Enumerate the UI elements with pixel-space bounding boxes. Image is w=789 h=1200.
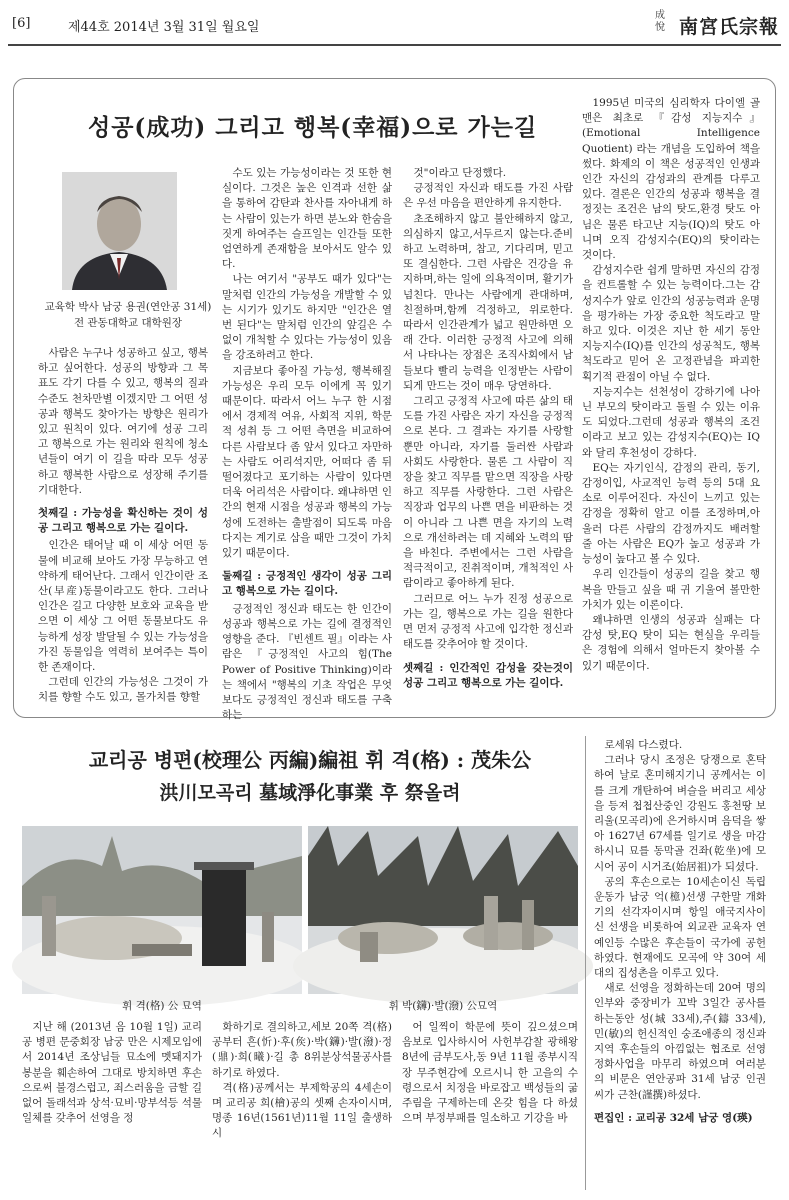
author-caption-title: 전 관동대학교 대학원장: [73, 317, 183, 329]
paragraph: EQ는 자기인식, 감정의 관리, 동기, 감정이입, 사교적인 능력 등의 5대 요소로 이루어진다. 자신이 느끼고 있는 감정을 정확히 알고 이를 조정하며,아울러 다른 사람의 감정까지도 배려할 줄 아는 사람은 EQ가 높고 성공과 가능성이 높다고 볼 수 있다.: [582, 461, 760, 566]
paragraph: 감성지수란 쉽게 말하면 자신의 감정을 컨트롤할 수 있는 능력이다.그는 감성지수가 앞로 인간의 성공능력과 운명을 평가하는 가장 중요한 척도라고 말하고 있다. 이것은 지난 한 세기 동안 지능지수(IQ)를 인간의 성공척도, 행복척도라고 믿어 온 고정관념을 파괴한 획기적 관점이 아닐 수 없다.: [582, 264, 760, 383]
paragraph: 사람은 누구나 성공하고 싶고, 행복하고 싶어한다. 성공의 방향과 그 목표도 각기 다를 수 있고, 행복의 질과 수준도 천차만별 이겠지만 그 어떤 성공과 행복도 찾아가는 방향은 원리가 있고 원칙이 있다. 여기에 성공 그리고 행복으로 가는 원리와 원칙에 청소년들이 여기 이 길을 따라 모두 성공하고 행복한 사람으로 성장해 주기를 기대한다.: [38, 347, 208, 496]
paragraph: 격(格)공께서는 부제학공의 4세손이며 교리공 희(檜)공의 셋째 손자이시며, 명종 16년(1561년)11월 11일 출생하시: [212, 1081, 392, 1140]
article1-column-3: [403, 166, 573, 711]
section-heading: 셋째길 : 인간적인 감성을 갖는것이 성공 그리고 행복으로 가는 길이다.: [403, 661, 573, 689]
paper-seal: 成悅: [655, 10, 665, 33]
paragraph: 나는 여기서 "공부도 때가 있다"는 말처럼 인간의 가능성을 개발할 수 있는 시기가 있기도 하지만 "인간은 열 번 된다"는 말처럼 인간의 앞길은 수 없이 개척할 수 있다는 가능성이 있음을 강조하려고 한다.: [222, 273, 392, 362]
article-title: 성공(成功) 그리고 행복(幸福)으로 가는길: [88, 114, 538, 141]
article2-column-3: [402, 1020, 578, 1190]
page-number: [6]: [12, 16, 31, 31]
paper-name: 南宮氏宗報: [678, 16, 779, 38]
paragraph: 새로 선영을 정화하는데 20여 명의 인부와 중장비가 꼬박 3일간 공사를 하는동안 성(城 33세),주(鑄 33세),민(敏)의 헌신적인 숭조애종의 정신과 지역 후손들의 아낌없는 협조로 선영정화사업을 마무리 하였으며 여러분의 비문은 연안공파 31세 남궁 인권 씨가 근찬(謹撰)하셨다.: [594, 982, 766, 1101]
paragraph: 화하기로 결의하고,세보 20쪽 격(格)공부터 흔(忻)·후(矦)·박(鑮)·발(潑)·정(鼎)·희(曦)·길 총 8위분상석물공사를 하기로 하였다.: [212, 1021, 392, 1079]
page-header: [8, 0, 781, 56]
paragraph: 그런데 인간의 가능성은 그것이 가치를 향할 수도 있고, 몰가치를 향할: [38, 676, 208, 704]
paragraph: 로세워 다스렸다.: [604, 739, 683, 751]
paragraph: 지능지수는 선천성이 강하기에 나아닌 부모의 탓이라고 돌릴 수 있는 이유도 되었다.그런데 성공과 행복의 조건이라고 보고 있는 감성지수(EQ)는 IQ와 달리 후천성이 강하다.: [582, 385, 760, 459]
paragraph: 1995년 미국의 심리학자 다이엘 골맨은 최초로 『감성 지능지수』(Emotional Intelligence Quotient) 라는 개념을 도입하여 책을 썼다. 화제의 이 책은 성공적인 인생과 인간 자신의 감성과의 관계를 다루고 있다. 결론은 인간의 성공과 행복을 결정짓는 조건은 남의 탓도,환경 탓도 아님은 물론 타고난 지능(IQ)의 탓도 아니며 오직 감성지수(EQ)의 탓이라는 것이다.: [582, 97, 760, 262]
tomb-photo-1: [22, 826, 302, 994]
paragraph: 긍정적인 정신과 태도는 한 인간이 성공과 행복으로 가는 길에 결정적인 영향을 준다. 『빈센트 필』이라는 사람은 『긍정적인 사고의 힘(The Power of Positive Thinking)이라는 책에서 "행복의 기초 작업은 무엇보다도 긍정적인 정신과 태도를 구축하는: [222, 602, 392, 722]
paragraph: 초조해하지 않고 불안해하지 않고, 의심하지 않고,서두르지 않는다.준비하고 노력하며, 참고, 기다리며, 믿고 또 결심한다. 그런 사람은 건강을 유지하며,하는 일에 의욕적이며, 활기가 넘친다. 만나는 사람에게 관대하며, 친절하며,함께 걱정하고, 위로한다. 따라서 인간관계가 넓고 원만하면 오래 간다. 이러한 긍정적 사고에 의해서 나타나는 장점은 조직사회에서 남들보다 빨리 능력을 인정받는 사람이 되게 만드는 것이 매우 당연하다.: [403, 212, 573, 392]
author-photo: [62, 172, 177, 290]
article2-right-column: [594, 738, 766, 1190]
tomb-photo-1-caption: 휘 격(格) 公 묘역: [122, 1000, 202, 1012]
paragraph: 긍정적인 자신과 태도를 가진 사람은 우선 마음을 편안하게 유지한다.: [403, 182, 573, 210]
paragraph: 왜냐하면 인생의 성공과 실패는 다 감성 탓,EQ 탓이 되는 현실을 우리들은 경험에 의해서 얼마든지 찾아볼 수 있기 때문이다.: [582, 613, 760, 672]
paragraph: 그러므로 어느 누가 진정 성공으로 가는 길, 행복으로 가는 길을 원한다면 먼저 긍정적 사고에 입각한 정신과 태도를 갖추어야 할 것이다.: [403, 592, 573, 651]
paragraph: 인간은 태어날 때 이 세상 어떤 동물에 비교해 보아도 가장 무능하고 연약하게 태어난다. 그래서 인간이란 조산(早産)동물이라고도 한다. 그러나 인간은 길고 다양한 보호와 교육을 받으면 이 세상 그 어떤 동물보다도 유능하게 성장 발달될 수 있는 가능성을 가진 동물임을 역력히 보여주는 특이한 존재이다.: [38, 539, 208, 674]
tomb-photo-2: [308, 826, 578, 994]
section-heading: 첫째길 : 가능성을 확신하는 것이 성공 그리고 행복으로 가는 길이다.: [38, 507, 208, 535]
paragraph: 우리 인간들이 성공의 길을 찾고 행복을 만들고 싶을 때 귀 기울여 볼만한 가치가 있는 이론이다.: [582, 568, 760, 611]
paragraph: 수도 있는 가능성이라는 것 또한 현실이다. 그것은 높은 인격과 선한 삶을 통하여 감탄과 찬사를 자아내게 하는 사람이 있는가 하면 분노와 한숨을 짓게 하여주는 슬프일는 인간들 또한 엄연하게 존재함을 보아서도 알수 있다.: [222, 167, 392, 271]
paragraph: 그러나 당시 조정은 당쟁으로 혼탁하여 날로 혼미해지기니 공께서는 이를 크게 개탄하여 벼슬을 버리고 세상을 등져 첩첩산중인 강원도 홍천땅 보리울(모곡리)에 은거하시며 음덕을 쌓아 1627년 67세를 일기로 생을 마감하시니 묘를 동막골 건좌(乾坐)에 모시어 공이 시거조(始居祖)가 되셨다.: [594, 754, 766, 873]
column-divider: [585, 736, 586, 1190]
article1-column-4: [582, 96, 760, 706]
article2-column-1: [22, 1020, 202, 1190]
article1-column-2: [222, 166, 392, 722]
author-caption-name: 교육학 박사 남궁 용권(연안공 31세): [44, 301, 212, 313]
section-heading: 편집인 : 교리공 32세 남궁 영(瑛): [594, 1111, 753, 1124]
paragraph: 지금보다 좋아질 가능성, 행복해질 가능성은 우리 모두 이에게 꼭 있기 때문이다. 따라서 어느 누구 한 시점에서 경제적 여유, 사회적 지위, 학문적 성취 등 그 어떤 측면을 비교하여 다른 사람보다 좀 앞서 있다고 자만하는 사람도 어리석지만, 어떠다 좀 뒤떨어졌다고 포기하는 사람이 있다면 더욱 어리석은 사람이다. 왜냐하면 인간의 현재 시점을 성공과 행복의 가능성에 도전하는 출발점이 되도록 마음 다지는 계기로 삼을 때만 그것이 가치 있기 때문이다.: [222, 364, 392, 560]
paragraph: 공의 후손으로는 10세손이신 독립운동가 남궁 억(檍)선생 구한말 개화기의 선각자이시며 항일 애국지사이신 선생을 비롯하여 외교관 교육자 연예인등 수많은 후손들이 국가에 공헌하였다. 현재에도 모곡에 약 30여 세대의 집성촌을 이루고 있다.: [594, 875, 766, 980]
article2-column-2: [212, 1020, 392, 1190]
header-rule: [8, 44, 781, 46]
paragraph: 그리고 긍정적 사고에 따른 삶의 태도를 가진 사람은 자기 자신을 긍정적으로 본다. 그 결과는 자기를 사랑할 뿐만 아니라, 자기를 둘러싼 사람과 사회도 사랑한다. 물론 그 사람이 직장을 찾고 직무를 맡으면 직장을 사랑하고 직무를 사랑한다. 그런 사람은 직장과 업무의 나쁜 면을 비판하는 것이 아니라 그 나쁜 면을 자기의 노력으로 개선하려는 데 지혜와 노력의 땀을 바친다. 주변에서는 그런 사람을 적극적이고, 진취적이며, 개척적인 사람이라고 좋아하게 된다.: [403, 395, 573, 590]
tomb-photo-2-caption: 휘 박(鑮)·발(潑) 公묘역: [388, 1000, 498, 1012]
issue-date: 제44호 2014년 3월 31일 월요일: [68, 20, 260, 35]
paragraph: 지난 해 (2013년 음 10월 1일) 교리공 병편 문중회장 남궁 만은 시제모임에서 2014년 조상님들 묘소에 멧돼지가 봉분을 훼손하여 그대로 방치하면 후손으로써 불경스럽고, 죄스러움을 금할 길 없어 돌래석과 상석·묘비·망부석등 석물일체를 갖추어 선영을 정: [22, 1021, 202, 1125]
article2-subtitle: 洪川모곡리 墓域淨化事業 후 祭올려: [159, 782, 461, 804]
paragraph: 어 일찍이 학문에 뜻이 깊으셨으며 음보로 입사하시어 사헌부감찰 광해왕 8년에 금부도사,동 9년 11월 종부시직장 무주현감에 오르시니 한 고을의 수령으로서 치정을 바로잡고 백성들의 굶주림을 구제하는데 온갖 힘을 다 하셨으며 부정부패를 일소하고 기강을 바: [402, 1021, 578, 1125]
article2-title: 교리공 병편(校理公 丙編)編祖 휘 격(格) : 茂朱公: [88, 748, 532, 772]
paragraph: 것"이라고 단정했다.: [413, 167, 507, 179]
section-heading: 둘째길 : 긍정적인 생각이 성공 그리고 행복으로 가는 길이다.: [222, 570, 392, 598]
article1-column-1: [38, 346, 208, 706]
